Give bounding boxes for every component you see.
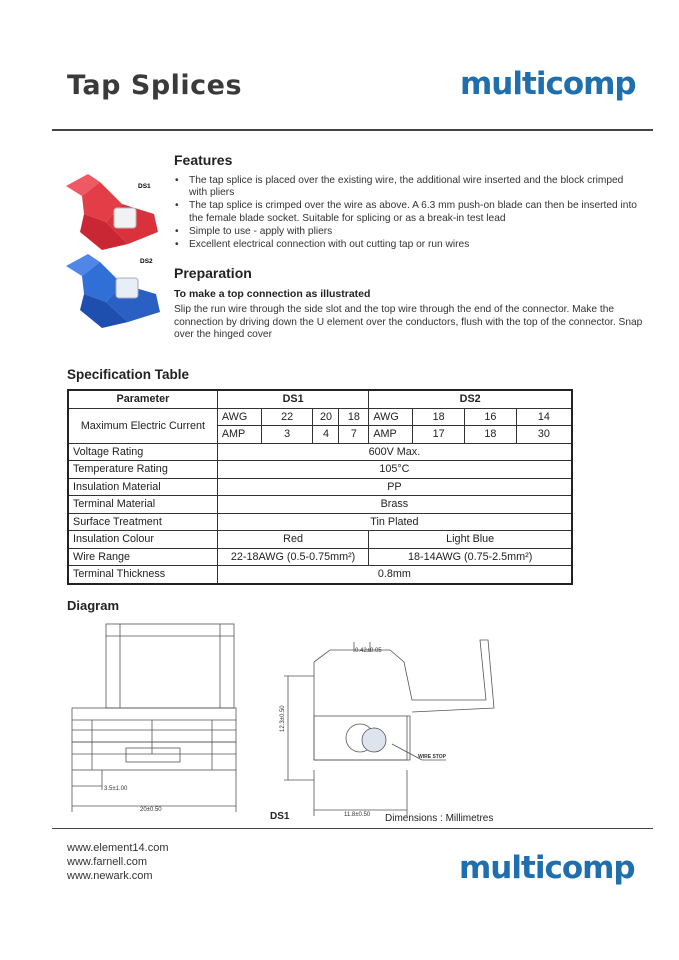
features-heading: Features — [174, 152, 233, 168]
dim-12-3: 12.3±0.50 — [280, 705, 286, 732]
table-row — [68, 513, 572, 531]
ds2-image-label: DS2 — [140, 258, 153, 265]
amp-label: AMP — [217, 426, 261, 444]
table-row — [68, 496, 572, 514]
row-value: Tin Plated — [217, 513, 572, 531]
awg-label: AWG — [217, 408, 261, 426]
diagram-ds1-caption: DS1 — [270, 811, 290, 822]
preparation-heading: Preparation — [174, 265, 252, 281]
table-header-row — [68, 390, 572, 408]
ds1-awg: 22 — [261, 408, 313, 426]
table-row — [68, 461, 572, 479]
header-divider — [52, 129, 653, 131]
footer-divider — [52, 828, 653, 829]
front-view-drawing — [72, 624, 236, 812]
preparation-text: Slip the run wire through the side slot and the top wire through the end of the connector. Make the connection by driving down the U element over the conductors, flush with the top of the connector. Snap over the hinged cover — [174, 304, 643, 341]
row-param: Terminal Thickness — [68, 566, 217, 584]
ds1-amp: 3 — [261, 426, 313, 444]
row-value: 0.8mm — [217, 566, 572, 584]
feature-item: • The tap splice is placed over the existing wire, the additional wire inserted and the block crimped with pliers — [174, 175, 644, 200]
brand-logo-text: multicomp — [460, 66, 636, 102]
row-value: Brass — [217, 496, 572, 514]
side-view-drawing — [284, 640, 494, 816]
ds2-awg: 14 — [516, 408, 572, 426]
footer-logo-text: multicomp — [459, 850, 635, 886]
feature-item: • Simple to use - apply with pliers — [174, 226, 644, 238]
ds1-awg: 20 — [313, 408, 339, 426]
dim-11-8: 11.8±0.50 — [344, 812, 371, 818]
wire-stop-label: WIRE STOP — [418, 754, 446, 760]
footer-brand-logo — [459, 850, 635, 886]
ds2-awg: 16 — [464, 408, 516, 426]
ds1-colour: Red — [217, 531, 369, 549]
preparation-subheading: To make a top connection as illustrated — [174, 288, 371, 300]
row-value: 105°C — [217, 461, 572, 479]
ds1-amp: 4 — [313, 426, 339, 444]
current-label: Maximum Electric Current — [68, 408, 217, 443]
ds1-wire-range: 22-18AWG (0.5-0.75mm²) — [217, 548, 369, 566]
technical-diagram — [62, 620, 622, 825]
dim-20: 20±0.50 — [140, 807, 162, 813]
ds1-image-label: DS1 — [138, 183, 151, 190]
header-ds2: DS2 — [369, 390, 572, 408]
ds2-awg: 18 — [413, 408, 465, 426]
footer-link-newark[interactable]: www.newark.com — [67, 870, 153, 882]
blue-connector-image — [66, 254, 160, 328]
product-images — [62, 170, 172, 330]
spec-table-heading: Specification Table — [67, 367, 190, 382]
footer-link-element14[interactable]: www.element14.com — [67, 842, 169, 854]
row-param: Insulation Colour — [68, 531, 217, 549]
spec-table — [67, 389, 573, 585]
row-param: Terminal Material — [68, 496, 217, 514]
row-param: Voltage Rating — [68, 443, 217, 461]
table-row — [68, 548, 572, 566]
row-param: Temperature Rating — [68, 461, 217, 479]
table-row — [68, 408, 572, 426]
dimensions-caption: Dimensions : Millimetres — [385, 813, 494, 824]
table-row — [68, 478, 572, 496]
diagram-heading: Diagram — [67, 598, 120, 613]
dim-0-42: 0.42±0.05 — [355, 648, 382, 654]
footer-links — [67, 841, 169, 883]
features-list — [174, 175, 644, 251]
table-row — [68, 566, 572, 584]
row-param: Surface Treatment — [68, 513, 217, 531]
ds2-amp: 18 — [464, 426, 516, 444]
ds2-colour: Light Blue — [369, 531, 572, 549]
table-row — [68, 531, 572, 549]
amp-label: AMP — [369, 426, 413, 444]
header-ds1: DS1 — [217, 390, 369, 408]
ds1-awg: 18 — [339, 408, 369, 426]
ds2-wire-range: 18-14AWG (0.75-2.5mm²) — [369, 548, 572, 566]
table-row — [68, 443, 572, 461]
row-value: 600V Max. — [217, 443, 572, 461]
awg-label: AWG — [369, 408, 413, 426]
row-value: PP — [217, 478, 572, 496]
feature-item: • The tap splice is crimped over the wire as above. A 6.3 mm push-on blade can then be inserted into the female blade socket. Suitable for splicing or as a break-in test lead — [174, 200, 644, 225]
row-param: Wire Range — [68, 548, 217, 566]
page-title: Tap Splices — [67, 70, 243, 101]
header-parameter: Parameter — [68, 390, 217, 408]
feature-item: • Excellent electrical connection with out cutting tap or run wires — [174, 239, 644, 251]
ds2-amp: 30 — [516, 426, 572, 444]
ds1-amp: 7 — [339, 426, 369, 444]
footer-link-farnell[interactable]: www.farnell.com — [67, 856, 148, 868]
dim-3-5: 3.5±1.00 — [104, 786, 128, 792]
brand-logo — [460, 66, 636, 102]
row-param: Insulation Material — [68, 478, 217, 496]
ds2-amp: 17 — [413, 426, 465, 444]
